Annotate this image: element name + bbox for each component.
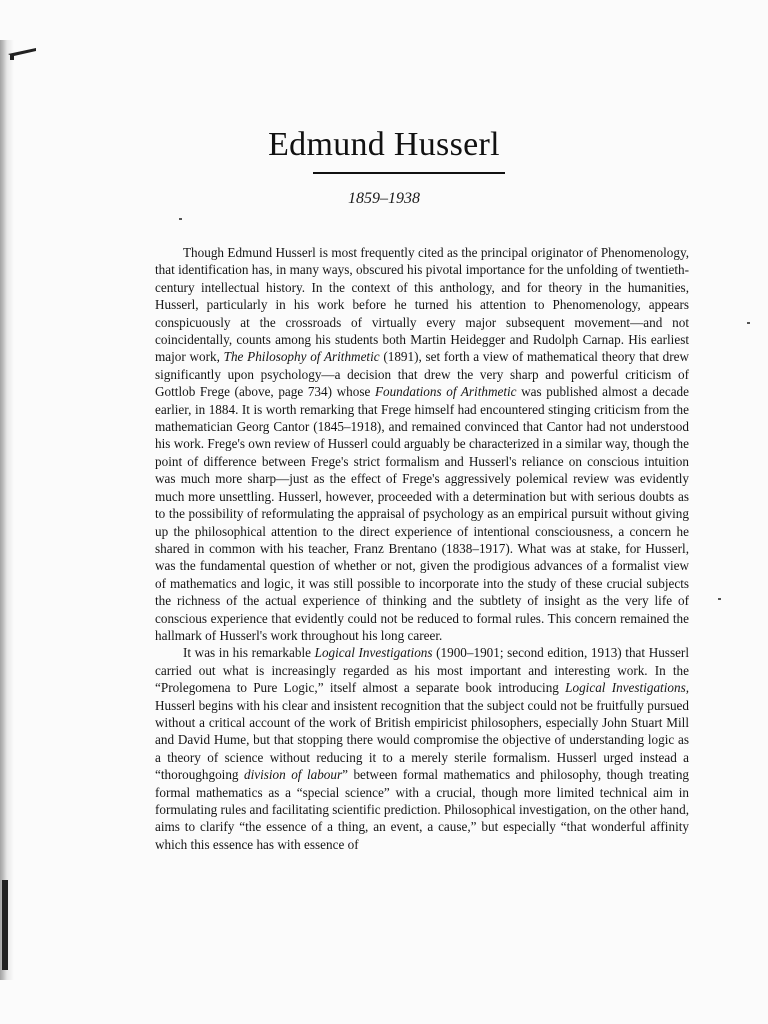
- italic-title-run: Foundations of Arithmetic: [374, 384, 517, 400]
- scan-binding-edge: [0, 40, 14, 980]
- body-paragraph: [155, 244, 689, 644]
- scan-corner-mark-icon: [8, 48, 36, 60]
- scan-binding-shadow: [2, 880, 8, 970]
- italic-title-run: The Philosophy of Arithmetic: [223, 349, 380, 365]
- article-body: [155, 244, 689, 853]
- text-run: ” between formal mathematics and philosophy, though treating formal mathematics as a “special science” with a crucial, though more limited technical aim in formulating rules and facilitating scientific prediction. Philosophical investigation, on the other hand, aims to clarify “the essence of a thing, an event, a cause,” but especially “that wonderful affinity which this essence has with essence of: [155, 767, 690, 852]
- text-run: (1891), set forth a view of mathematical theory that drew significantly upon psychology—a decision that drew the very sharp and powerful criticism of Gottlob Frege (above, page 734) whose: [155, 349, 689, 400]
- text-run: It was in his remarkable: [183, 645, 315, 661]
- italic-title-run: Logical Investigations,: [565, 680, 689, 696]
- text-run: Though Edmund Husserl is most frequently cited as the principal originator of Phenomenology, that identification has, in many ways, obscured his pivotal importance for the unfolding of twentieth-century intellectual history. In the context of this anthology, and for theory in the humanities, Husserl, particularly in his work before he turned his attention to Phenomenology, appears conspicuously at the crossroads of virtually every major subsequent movement—and not coincidentally, counts among his students both Martin Heidegger and Rudolph Carnap. His earliest major work,: [155, 245, 689, 365]
- scan-speck: [747, 322, 750, 324]
- article-title: Edmund Husserl: [268, 126, 500, 163]
- title-rule: [313, 172, 505, 174]
- body-paragraph: [155, 644, 689, 853]
- text-run: Husserl begins with his clear and insistent recognition that the subject could not be fruitfully pursued without a critical account of the work of British empiricist philosophers, especially John Stuart Mill and David Hume, but that stopping there would compromise the objective of understanding logic as a theory of science without reducing it to a merely sterile formalism. Husserl urged instead a “thoroughgoing: [155, 697, 689, 783]
- scan-speck: [718, 598, 721, 600]
- text-run: was published almost a decade earlier, in 1884. It is worth remarking that Frege himself had encountered stinging criticism from the mathematician Georg Cantor (1845–1918), and remained convinced that Cantor had not understood his work. Frege's own review of Husserl could arguably be characterized in a similar way, though the point of difference between Frege's strict formalism and Husserl's reliance on conscious intuition was much more sharp—just as the effect of Frege's aggressively polemical review was evidently much more unsettling. Husserl, however, proceeded with a determination but with serious doubts as to the possibility of reformulating the appraisal of psychology as an empirical pursuit without giving up the philosophical attention to the direct experience of intentional consciousness, a concern he shared in common with his teacher, Franz Brentano (1838–1917). What was at stake, for Husserl, was the fundamental question of whether or not, given the prodigious advances of a formalist view of mathematics and logic, it was still possible to incorporate into the study of these crucial subjects the richness of the actual experience of thinking and the subtlety of insight as the very life of conscious experience that evidently could not be reduced to formal rules. This concern remained the hallmark of Husserl's work throughout his long career.: [155, 384, 689, 643]
- scan-speck: [179, 218, 182, 220]
- italic-title-run: division of labour: [243, 767, 343, 783]
- life-dates: 1859–1938: [348, 190, 420, 207]
- text-run: (1900–1901; second edition, 1913) that Husserl carried out what is increasingly regarded as his most important and interesting work. In the “Prolegomena to Pure Logic,” itself almost a separate book introducing: [155, 645, 689, 696]
- italic-title-run: Logical Investigations: [314, 645, 433, 661]
